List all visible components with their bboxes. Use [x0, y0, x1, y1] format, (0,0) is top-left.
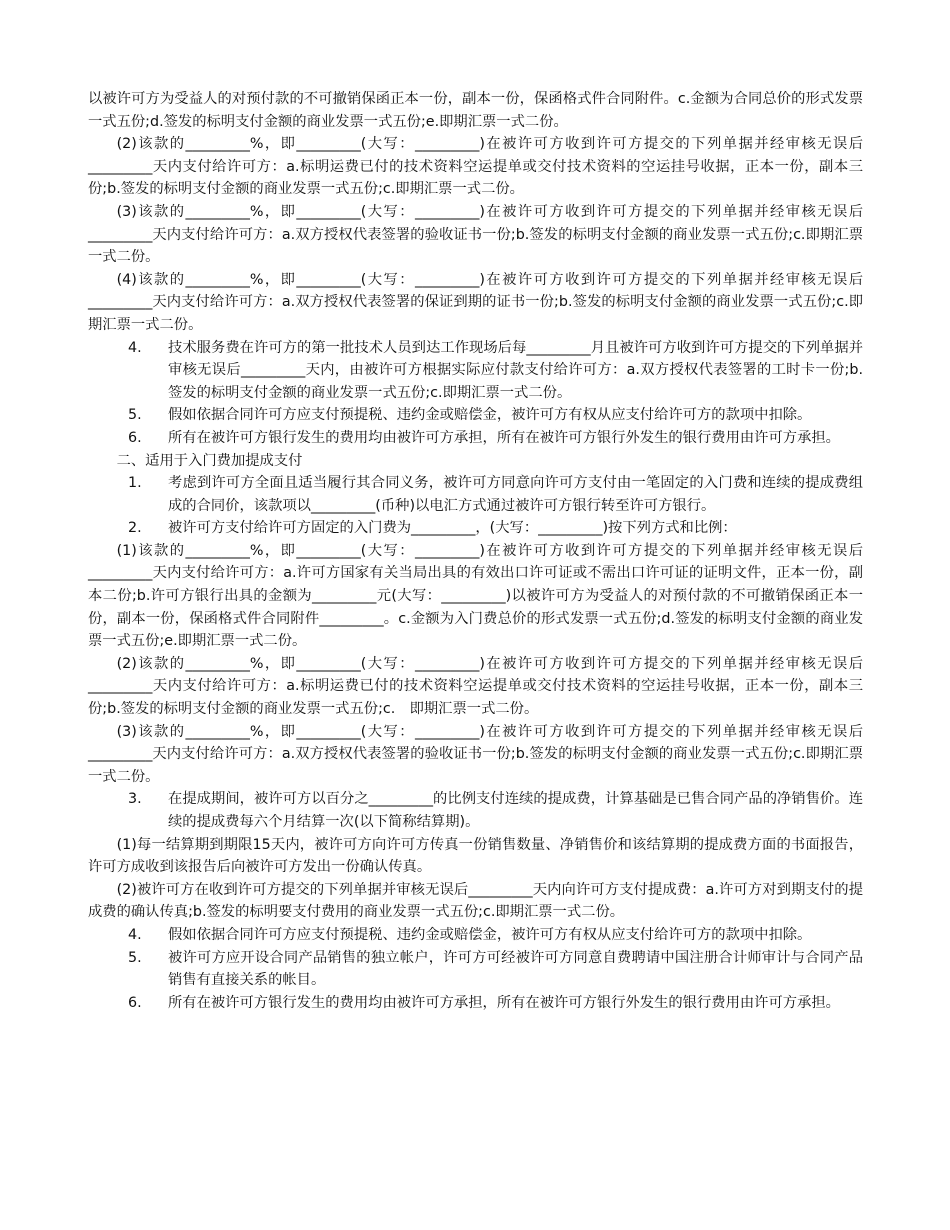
item-text: 考虑到许可方全面且适当履行其合同义务，被许可方同意向许可方支付由一笔固定的入门费和连续的提成费组成的合同价，该款项以_________(币种)以电汇方式通过被许可方银行转至许可方银行。	[168, 475, 863, 514]
paragraph-sub-item: (1)每一结算期到期限15天内，被许可方向许可方传真一份销售数量、净销售价和该结算期的提成费方面的书面报告，许可方成收到该报告后向被许可方发出一份确认传真。	[88, 836, 863, 876]
paragraph-sub-item: (1)该款的_________%，即_________(大写：_________)在被许可方收到许可方提交的下列单据并经审核无误后_________天内支付给许可方：a.许可方国家有关当局出具的有效出口许可证或不需出口许可证的证明文件，正本一份，副本二份;b.许可方银行出具的金额为_________元(大写：_________)以被许可方为受益人的对预付款的不可撤销保函正本一份，副本一份，保函格式件合同附件_________。c.金额为入门费总价的形式发票一式五份;d.签发的标明支付金额的商业发票一式五份;e.即期汇票一式二份。	[88, 542, 863, 650]
paragraph-sub-item: (2)该款的_________%，即_________(大写：_________)在被许可方收到许可方提交的下列单据并经审核无误后_________天内支付给许可方：a.标明运费已付的技术资料空运提单或交付技术资料的空运挂号收据，正本一份，副本三份;b.签发的标明支付金额的商业发票一式五份;c. 即期汇票一式二份。	[88, 655, 863, 718]
item-number: 4.	[128, 339, 142, 356]
item-text: 被许可方支付给许可方固定的入门费为_________，(大写：_________)按下列方式和比例：	[168, 520, 737, 537]
numbered-item	[88, 992, 863, 1015]
item-text: 被许可方应开设合同产品销售的独立帐户，许可方可经被许可方同意自费聘请中国注册合计师审计与合同产品销售有直接关系的帐目。	[168, 949, 863, 989]
numbered-item	[88, 404, 863, 427]
numbered-item	[88, 788, 863, 833]
item-text: 在提成期间，被许可方以百分之_________的比例支付连续的提成费，计算基础是已售合同产品的净销售价。连续的提成费每六个月结算一次(以下简称结算期)。	[168, 791, 863, 830]
item-text: 所有在被许可方银行发生的费用均由被许可方承担，所有在被许可方银行外发生的银行费用由许可方承担。	[168, 994, 840, 1011]
item-number: 1.	[128, 475, 142, 492]
numbered-item	[88, 337, 863, 405]
numbered-item	[88, 427, 863, 450]
section-heading: 二、适用于入门费加提成支付	[116, 452, 303, 469]
item-number: 3.	[128, 791, 142, 808]
numbered-item	[88, 924, 863, 947]
numbered-item	[88, 947, 863, 992]
item-text: 假如依据合同许可方应支付预提税、违约金或赔偿金，被许可方有权从应支付给许可方的款项中扣除。	[168, 926, 812, 943]
item-number: 5.	[128, 949, 142, 966]
item-text: 假如依据合同许可方应支付预提税、违约金或赔偿金，被许可方有权从应支付给许可方的款项中扣除。	[168, 407, 812, 424]
paragraph-sub-item: (2)被许可方在收到许可方提交的下列单据并审核无误后_________天内向许可方支付提成费：a.许可方对到期支付的提成费的确认传真;b.签发的标明要支付费用的商业发票一式五份;c.即期汇票一式二份。	[88, 881, 863, 921]
item-number: 6.	[128, 429, 142, 446]
item-number: 5.	[128, 407, 142, 424]
document-page	[88, 88, 863, 1014]
item-number: 2.	[128, 520, 142, 537]
numbered-item	[88, 517, 863, 540]
numbered-item	[88, 472, 863, 517]
paragraph-sub-item: (3)该款的_________%，即_________(大写：_________)在被许可方收到许可方提交的下列单据并经审核无误后_________天内支付给许可方：a.双方授权代表签署的验收证书一份;b.签发的标明支付金额的商业发票一式五份;c.即期汇票一式二份。	[88, 203, 863, 266]
item-number: 6.	[128, 994, 142, 1011]
paragraph-sub-item: (2)该款的_________%，即_________(大写：_________)在被许可方收到许可方提交的下列单据并经审核无误后_________天内支付给许可方：a.标明运费已付的技术资料空运提单或交付技术资料的空运挂号收据，正本一份，副本三份;b.签发的标明支付金额的商业发票一式五份;c.即期汇票一式二份。	[88, 136, 863, 198]
item-text: 技术服务费在许可方的第一批技术人员到达工作现场后每_________月且被许可方收到许可方提交的下列单据并审核无误后_________天内，由被许可方根据实际应付款支付给许可方：a.双方授权代表签署的工时卡一份;b.签发的标明支付金额的商业发票一式五份;c.即期汇票一式二份。	[168, 339, 863, 401]
paragraph-continuation: 以被许可方为受益人的对预付款的不可撤销保函正本一份，副本一份，保函格式件合同附件。c.金额为合同总价的形式发票一式五份;d.签发的标明支付金额的商业发票一式五份;e.即期汇票一式二份。	[88, 91, 863, 130]
item-text: 所有在被许可方银行发生的费用均由被许可方承担，所有在被许可方银行外发生的银行费用由许可方承担。	[168, 429, 840, 446]
paragraph-sub-item: (3)该款的_________%，即_________(大写：_________)在被许可方收到许可方提交的下列单据并经审核无误后_________天内支付给许可方：a.双方授权代表签署的验收证书一份;b.签发的标明支付金额的商业发票一式五份;c.即期汇票一式二份。	[88, 723, 863, 785]
item-number: 4.	[128, 926, 142, 943]
paragraph-sub-item: (4)该款的_________%，即_________(大写：_________)在被许可方收到许可方提交的下列单据并经审核无误后_________天内支付给许可方：a.双方授权代表签署的保证到期的证书一份;b.签发的标明支付金额的商业发票一式五份;c.即期汇票一式二份。	[88, 271, 863, 333]
